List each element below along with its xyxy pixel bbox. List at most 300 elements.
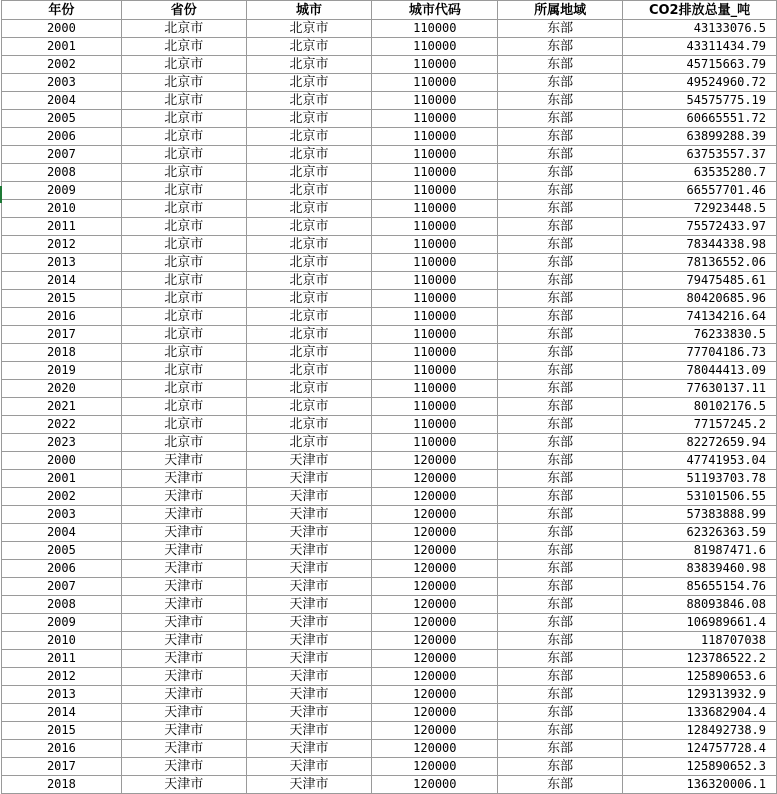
cell-year[interactable]: 2008: [2, 164, 122, 182]
cell-city-code[interactable]: 110000: [372, 182, 498, 200]
cell-city[interactable]: 北京市: [246, 308, 372, 326]
table-row: [2, 326, 777, 344]
cell-co2[interactable]: 49524960.72: [623, 74, 777, 92]
cell-region[interactable]: 东部: [498, 110, 623, 128]
cell-co2[interactable]: 118707038: [623, 632, 777, 650]
cell-province[interactable]: 北京市: [121, 272, 246, 290]
cell-co2[interactable]: 129313932.9: [623, 686, 777, 704]
cell-province[interactable]: 北京市: [121, 218, 246, 236]
cell-co2[interactable]: 63899288.39: [623, 128, 777, 146]
table-row: [2, 668, 777, 686]
cell-province[interactable]: 北京市: [121, 38, 246, 56]
table-row: [2, 146, 777, 164]
cell-city[interactable]: 北京市: [246, 20, 372, 38]
cell-year[interactable]: 2021: [2, 398, 122, 416]
cell-province[interactable]: 北京市: [121, 308, 246, 326]
table-row: [2, 344, 777, 362]
header-province[interactable]: 省份: [121, 1, 246, 20]
cell-co2[interactable]: 57383888.99: [623, 506, 777, 524]
cell-year[interactable]: 2007: [2, 146, 122, 164]
cell-region[interactable]: 东部: [498, 236, 623, 254]
cell-city-code[interactable]: 120000: [372, 506, 498, 524]
table-row: [2, 596, 777, 614]
table-row: [2, 56, 777, 74]
cell-province[interactable]: 北京市: [121, 164, 246, 182]
cell-city[interactable]: 北京市: [246, 254, 372, 272]
cell-city-code[interactable]: 110000: [372, 20, 498, 38]
cell-city[interactable]: 天津市: [246, 506, 372, 524]
cell-co2[interactable]: 62326363.59: [623, 524, 777, 542]
cell-province[interactable]: 天津市: [121, 704, 246, 722]
cell-region[interactable]: 东部: [498, 560, 623, 578]
cell-city[interactable]: 北京市: [246, 56, 372, 74]
table-row: [2, 416, 777, 434]
cell-year[interactable]: 2002: [2, 56, 122, 74]
cell-co2[interactable]: 123786522.2: [623, 650, 777, 668]
cell-region[interactable]: 东部: [498, 758, 623, 776]
cell-province[interactable]: 天津市: [121, 686, 246, 704]
cell-city[interactable]: 北京市: [246, 110, 372, 128]
cell-city[interactable]: 天津市: [246, 470, 372, 488]
cell-city-code[interactable]: 120000: [372, 722, 498, 740]
cell-year[interactable]: 2007: [2, 578, 122, 596]
cell-year[interactable]: 2016: [2, 740, 122, 758]
cell-co2[interactable]: 74134216.64: [623, 308, 777, 326]
table-row: [2, 488, 777, 506]
cell-city-code[interactable]: 110000: [372, 362, 498, 380]
cell-city[interactable]: 天津市: [246, 704, 372, 722]
cell-city[interactable]: 北京市: [246, 290, 372, 308]
cell-co2[interactable]: 88093846.08: [623, 596, 777, 614]
cell-city-code[interactable]: 120000: [372, 776, 498, 794]
cell-city[interactable]: 北京市: [246, 164, 372, 182]
cell-city[interactable]: 北京市: [246, 92, 372, 110]
cell-city-code[interactable]: 120000: [372, 668, 498, 686]
cell-co2[interactable]: 72923448.5: [623, 200, 777, 218]
cell-year[interactable]: 2003: [2, 506, 122, 524]
cell-co2[interactable]: 80420685.96: [623, 290, 777, 308]
cell-year[interactable]: 2001: [2, 38, 122, 56]
cell-region[interactable]: 东部: [498, 542, 623, 560]
cell-city-code[interactable]: 120000: [372, 704, 498, 722]
table-row: [2, 578, 777, 596]
cell-city-code[interactable]: 120000: [372, 740, 498, 758]
cell-year[interactable]: 2023: [2, 434, 122, 452]
cell-city[interactable]: 北京市: [246, 182, 372, 200]
cell-city[interactable]: 北京市: [246, 362, 372, 380]
cell-co2[interactable]: 85655154.76: [623, 578, 777, 596]
cell-province[interactable]: 天津市: [121, 506, 246, 524]
cell-region[interactable]: 东部: [498, 254, 623, 272]
cell-city-code[interactable]: 110000: [372, 56, 498, 74]
cell-city-code[interactable]: 120000: [372, 686, 498, 704]
cell-province[interactable]: 北京市: [121, 416, 246, 434]
cell-co2[interactable]: 53101506.55: [623, 488, 777, 506]
cell-city-code[interactable]: 120000: [372, 758, 498, 776]
cell-city-code[interactable]: 110000: [372, 164, 498, 182]
cell-year[interactable]: 2017: [2, 326, 122, 344]
cell-city-code[interactable]: 120000: [372, 614, 498, 632]
cell-region[interactable]: 东部: [498, 398, 623, 416]
cell-region[interactable]: 东部: [498, 146, 623, 164]
cell-city[interactable]: 北京市: [246, 344, 372, 362]
cell-city[interactable]: 北京市: [246, 218, 372, 236]
table-row: [2, 164, 777, 182]
cell-city-code[interactable]: 120000: [372, 488, 498, 506]
table-row: [2, 110, 777, 128]
cell-region[interactable]: 东部: [498, 326, 623, 344]
cell-co2[interactable]: 133682904.4: [623, 704, 777, 722]
cell-province[interactable]: 天津市: [121, 488, 246, 506]
cell-co2[interactable]: 78136552.06: [623, 254, 777, 272]
cell-city-code[interactable]: 110000: [372, 38, 498, 56]
cell-year[interactable]: 2009: [2, 614, 122, 632]
cell-city-code[interactable]: 110000: [372, 92, 498, 110]
header-city[interactable]: 城市: [246, 1, 372, 20]
cell-year[interactable]: 2001: [2, 470, 122, 488]
cell-co2[interactable]: 77630137.11: [623, 380, 777, 398]
cell-city-code[interactable]: 120000: [372, 578, 498, 596]
table-row: [2, 650, 777, 668]
cell-province[interactable]: 北京市: [121, 290, 246, 308]
cell-city-code[interactable]: 110000: [372, 416, 498, 434]
cell-region[interactable]: 东部: [498, 686, 623, 704]
table-row: [2, 470, 777, 488]
cell-year[interactable]: 2017: [2, 758, 122, 776]
cell-city-code[interactable]: 120000: [372, 596, 498, 614]
header-co2-total[interactable]: CO2排放总量_吨: [623, 1, 777, 20]
cell-city[interactable]: 北京市: [246, 398, 372, 416]
cell-co2[interactable]: 51193703.78: [623, 470, 777, 488]
header-year[interactable]: 年份: [2, 1, 122, 20]
cell-city[interactable]: 北京市: [246, 146, 372, 164]
cell-region[interactable]: 东部: [498, 20, 623, 38]
cell-city-code[interactable]: 110000: [372, 200, 498, 218]
cell-year[interactable]: 2000: [2, 20, 122, 38]
cell-region[interactable]: 东部: [498, 380, 623, 398]
cell-year[interactable]: 2003: [2, 74, 122, 92]
cell-province[interactable]: 北京市: [121, 344, 246, 362]
cell-year[interactable]: 2009: [2, 182, 122, 200]
cell-year[interactable]: 2006: [2, 560, 122, 578]
cell-city-code[interactable]: 110000: [372, 236, 498, 254]
cell-city[interactable]: 天津市: [246, 686, 372, 704]
header-region[interactable]: 所属地域: [498, 1, 623, 20]
cell-year[interactable]: 2000: [2, 452, 122, 470]
cell-region[interactable]: 东部: [498, 596, 623, 614]
cell-city[interactable]: 天津市: [246, 452, 372, 470]
cell-region[interactable]: 东部: [498, 74, 623, 92]
header-row: [2, 1, 777, 20]
cell-year[interactable]: 2004: [2, 92, 122, 110]
cell-city[interactable]: 北京市: [246, 236, 372, 254]
cell-city[interactable]: 天津市: [246, 614, 372, 632]
cell-year[interactable]: 2016: [2, 308, 122, 326]
cell-year[interactable]: 2010: [2, 200, 122, 218]
cell-co2[interactable]: 128492738.9: [623, 722, 777, 740]
cell-year[interactable]: 2018: [2, 344, 122, 362]
table-row: [2, 632, 777, 650]
cell-region[interactable]: 东部: [498, 290, 623, 308]
cell-co2[interactable]: 81987471.6: [623, 542, 777, 560]
cell-region[interactable]: 东部: [498, 488, 623, 506]
cell-co2[interactable]: 77157245.2: [623, 416, 777, 434]
cell-province[interactable]: 北京市: [121, 56, 246, 74]
cell-region[interactable]: 东部: [498, 164, 623, 182]
cell-co2[interactable]: 124757728.4: [623, 740, 777, 758]
cell-region[interactable]: 东部: [498, 218, 623, 236]
cell-year[interactable]: 2018: [2, 776, 122, 794]
cell-co2[interactable]: 63753557.37: [623, 146, 777, 164]
cell-co2[interactable]: 77704186.73: [623, 344, 777, 362]
cell-year[interactable]: 2012: [2, 668, 122, 686]
cell-province[interactable]: 天津市: [121, 614, 246, 632]
cell-co2[interactable]: 136320006.1: [623, 776, 777, 794]
cell-province[interactable]: 北京市: [121, 236, 246, 254]
cell-province[interactable]: 北京市: [121, 434, 246, 452]
cell-province[interactable]: 天津市: [121, 650, 246, 668]
cell-co2[interactable]: 43133076.5: [623, 20, 777, 38]
cell-region[interactable]: 东部: [498, 308, 623, 326]
table-row: [2, 308, 777, 326]
cell-city-code[interactable]: 110000: [372, 380, 498, 398]
cell-city-code[interactable]: 110000: [372, 398, 498, 416]
cell-city[interactable]: 北京市: [246, 38, 372, 56]
cell-city-code[interactable]: 110000: [372, 146, 498, 164]
cell-region[interactable]: 东部: [498, 740, 623, 758]
cell-year[interactable]: 2012: [2, 236, 122, 254]
cell-city-code[interactable]: 110000: [372, 308, 498, 326]
cell-city-code[interactable]: 120000: [372, 650, 498, 668]
cell-province[interactable]: 天津市: [121, 542, 246, 560]
cell-region[interactable]: 东部: [498, 650, 623, 668]
table-row: [2, 92, 777, 110]
active-cell-indicator: [0, 186, 2, 203]
cell-province[interactable]: 北京市: [121, 146, 246, 164]
cell-province[interactable]: 天津市: [121, 452, 246, 470]
table-row: [2, 722, 777, 740]
cell-co2[interactable]: 78044413.09: [623, 362, 777, 380]
cell-year[interactable]: 2013: [2, 254, 122, 272]
cell-region[interactable]: 东部: [498, 92, 623, 110]
cell-city[interactable]: 北京市: [246, 74, 372, 92]
cell-city[interactable]: 天津市: [246, 488, 372, 506]
cell-year[interactable]: 2015: [2, 722, 122, 740]
cell-region[interactable]: 东部: [498, 38, 623, 56]
cell-region[interactable]: 东部: [498, 362, 623, 380]
cell-co2[interactable]: 125890653.6: [623, 668, 777, 686]
cell-city[interactable]: 天津市: [246, 776, 372, 794]
spreadsheet-grid: [1, 0, 777, 794]
cell-city-code[interactable]: 110000: [372, 110, 498, 128]
cell-co2[interactable]: 63535280.7: [623, 164, 777, 182]
cell-city[interactable]: 天津市: [246, 668, 372, 686]
cell-city-code[interactable]: 110000: [372, 290, 498, 308]
cell-year[interactable]: 2014: [2, 272, 122, 290]
cell-co2[interactable]: 66557701.46: [623, 182, 777, 200]
cell-province[interactable]: 天津市: [121, 470, 246, 488]
cell-co2[interactable]: 78344338.98: [623, 236, 777, 254]
cell-province[interactable]: 天津市: [121, 578, 246, 596]
cell-city-code[interactable]: 120000: [372, 560, 498, 578]
cell-year[interactable]: 2013: [2, 686, 122, 704]
cell-co2[interactable]: 43311434.79: [623, 38, 777, 56]
table-body: [2, 20, 777, 794]
cell-region[interactable]: 东部: [498, 722, 623, 740]
cell-city[interactable]: 北京市: [246, 326, 372, 344]
cell-co2[interactable]: 76233830.5: [623, 326, 777, 344]
table-row: [2, 254, 777, 272]
cell-co2[interactable]: 47741953.04: [623, 452, 777, 470]
cell-city-code[interactable]: 110000: [372, 128, 498, 146]
cell-province[interactable]: 天津市: [121, 740, 246, 758]
cell-city[interactable]: 天津市: [246, 542, 372, 560]
table-row: [2, 362, 777, 380]
cell-city[interactable]: 天津市: [246, 524, 372, 542]
cell-co2[interactable]: 75572433.97: [623, 218, 777, 236]
cell-co2[interactable]: 45715663.79: [623, 56, 777, 74]
cell-region[interactable]: 东部: [498, 182, 623, 200]
table-row: [2, 272, 777, 290]
cell-province[interactable]: 天津市: [121, 668, 246, 686]
cell-city[interactable]: 北京市: [246, 416, 372, 434]
cell-region[interactable]: 东部: [498, 272, 623, 290]
table-row: [2, 218, 777, 236]
table-row: [2, 380, 777, 398]
cell-year[interactable]: 2010: [2, 632, 122, 650]
cell-co2[interactable]: 106989661.4: [623, 614, 777, 632]
cell-city-code[interactable]: 110000: [372, 434, 498, 452]
cell-region[interactable]: 东部: [498, 524, 623, 542]
cell-region[interactable]: 东部: [498, 128, 623, 146]
cell-city[interactable]: 天津市: [246, 596, 372, 614]
cell-co2[interactable]: 54575775.19: [623, 92, 777, 110]
cell-city-code[interactable]: 120000: [372, 470, 498, 488]
cell-city[interactable]: 北京市: [246, 272, 372, 290]
cell-province[interactable]: 天津市: [121, 632, 246, 650]
table-row: [2, 20, 777, 38]
cell-province[interactable]: 北京市: [121, 398, 246, 416]
cell-province[interactable]: 天津市: [121, 758, 246, 776]
cell-province[interactable]: 北京市: [121, 74, 246, 92]
cell-co2[interactable]: 79475485.61: [623, 272, 777, 290]
cell-year[interactable]: 2006: [2, 128, 122, 146]
cell-city-code[interactable]: 110000: [372, 74, 498, 92]
cell-city-code[interactable]: 120000: [372, 632, 498, 650]
table-row: [2, 452, 777, 470]
cell-province[interactable]: 北京市: [121, 182, 246, 200]
cell-city[interactable]: 天津市: [246, 560, 372, 578]
table-row: [2, 686, 777, 704]
cell-city[interactable]: 北京市: [246, 128, 372, 146]
cell-city[interactable]: 天津市: [246, 650, 372, 668]
cell-city[interactable]: 天津市: [246, 578, 372, 596]
cell-city-code[interactable]: 120000: [372, 524, 498, 542]
cell-province[interactable]: 北京市: [121, 380, 246, 398]
cell-region[interactable]: 东部: [498, 56, 623, 74]
cell-province[interactable]: 天津市: [121, 776, 246, 794]
cell-city[interactable]: 天津市: [246, 722, 372, 740]
cell-city[interactable]: 天津市: [246, 740, 372, 758]
cell-region[interactable]: 东部: [498, 614, 623, 632]
cell-year[interactable]: 2008: [2, 596, 122, 614]
cell-region[interactable]: 东部: [498, 434, 623, 452]
table-row: [2, 398, 777, 416]
cell-province[interactable]: 北京市: [121, 110, 246, 128]
cell-province[interactable]: 北京市: [121, 200, 246, 218]
cell-co2[interactable]: 60665551.72: [623, 110, 777, 128]
cell-year[interactable]: 2014: [2, 704, 122, 722]
cell-province[interactable]: 北京市: [121, 326, 246, 344]
cell-province[interactable]: 天津市: [121, 524, 246, 542]
cell-province[interactable]: 北京市: [121, 362, 246, 380]
cell-province[interactable]: 天津市: [121, 560, 246, 578]
cell-city[interactable]: 天津市: [246, 632, 372, 650]
cell-region[interactable]: 东部: [498, 578, 623, 596]
cell-year[interactable]: 2022: [2, 416, 122, 434]
cell-year[interactable]: 2015: [2, 290, 122, 308]
cell-year[interactable]: 2005: [2, 542, 122, 560]
cell-province[interactable]: 天津市: [121, 722, 246, 740]
cell-year[interactable]: 2004: [2, 524, 122, 542]
table-row: [2, 704, 777, 722]
cell-province[interactable]: 北京市: [121, 92, 246, 110]
cell-region[interactable]: 东部: [498, 470, 623, 488]
cell-co2[interactable]: 83839460.98: [623, 560, 777, 578]
cell-province[interactable]: 天津市: [121, 596, 246, 614]
cell-city-code[interactable]: 110000: [372, 272, 498, 290]
cell-year[interactable]: 2011: [2, 650, 122, 668]
table-row: [2, 614, 777, 632]
cell-region[interactable]: 东部: [498, 668, 623, 686]
cell-city[interactable]: 北京市: [246, 200, 372, 218]
cell-city-code[interactable]: 110000: [372, 254, 498, 272]
table-row: [2, 524, 777, 542]
cell-co2[interactable]: 125890652.3: [623, 758, 777, 776]
table-row: [2, 182, 777, 200]
cell-year[interactable]: 2002: [2, 488, 122, 506]
table-row: [2, 290, 777, 308]
cell-city[interactable]: 天津市: [246, 758, 372, 776]
cell-region[interactable]: 东部: [498, 704, 623, 722]
cell-city-code[interactable]: 110000: [372, 218, 498, 236]
cell-region[interactable]: 东部: [498, 416, 623, 434]
cell-region[interactable]: 东部: [498, 776, 623, 794]
cell-province[interactable]: 北京市: [121, 20, 246, 38]
cell-province[interactable]: 北京市: [121, 254, 246, 272]
cell-year[interactable]: 2020: [2, 380, 122, 398]
cell-city-code[interactable]: 110000: [372, 344, 498, 362]
cell-region[interactable]: 东部: [498, 632, 623, 650]
cell-region[interactable]: 东部: [498, 506, 623, 524]
cell-city[interactable]: 北京市: [246, 434, 372, 452]
cell-province[interactable]: 北京市: [121, 128, 246, 146]
cell-region[interactable]: 东部: [498, 452, 623, 470]
cell-region[interactable]: 东部: [498, 200, 623, 218]
cell-city-code[interactable]: 110000: [372, 326, 498, 344]
cell-year[interactable]: 2005: [2, 110, 122, 128]
cell-region[interactable]: 东部: [498, 344, 623, 362]
cell-co2[interactable]: 82272659.94: [623, 434, 777, 452]
cell-city[interactable]: 北京市: [246, 380, 372, 398]
table-row: [2, 38, 777, 56]
cell-city-code[interactable]: 120000: [372, 452, 498, 470]
cell-year[interactable]: 2019: [2, 362, 122, 380]
header-city-code[interactable]: 城市代码: [372, 1, 498, 20]
cell-co2[interactable]: 80102176.5: [623, 398, 777, 416]
cell-year[interactable]: 2011: [2, 218, 122, 236]
cell-city-code[interactable]: 120000: [372, 542, 498, 560]
